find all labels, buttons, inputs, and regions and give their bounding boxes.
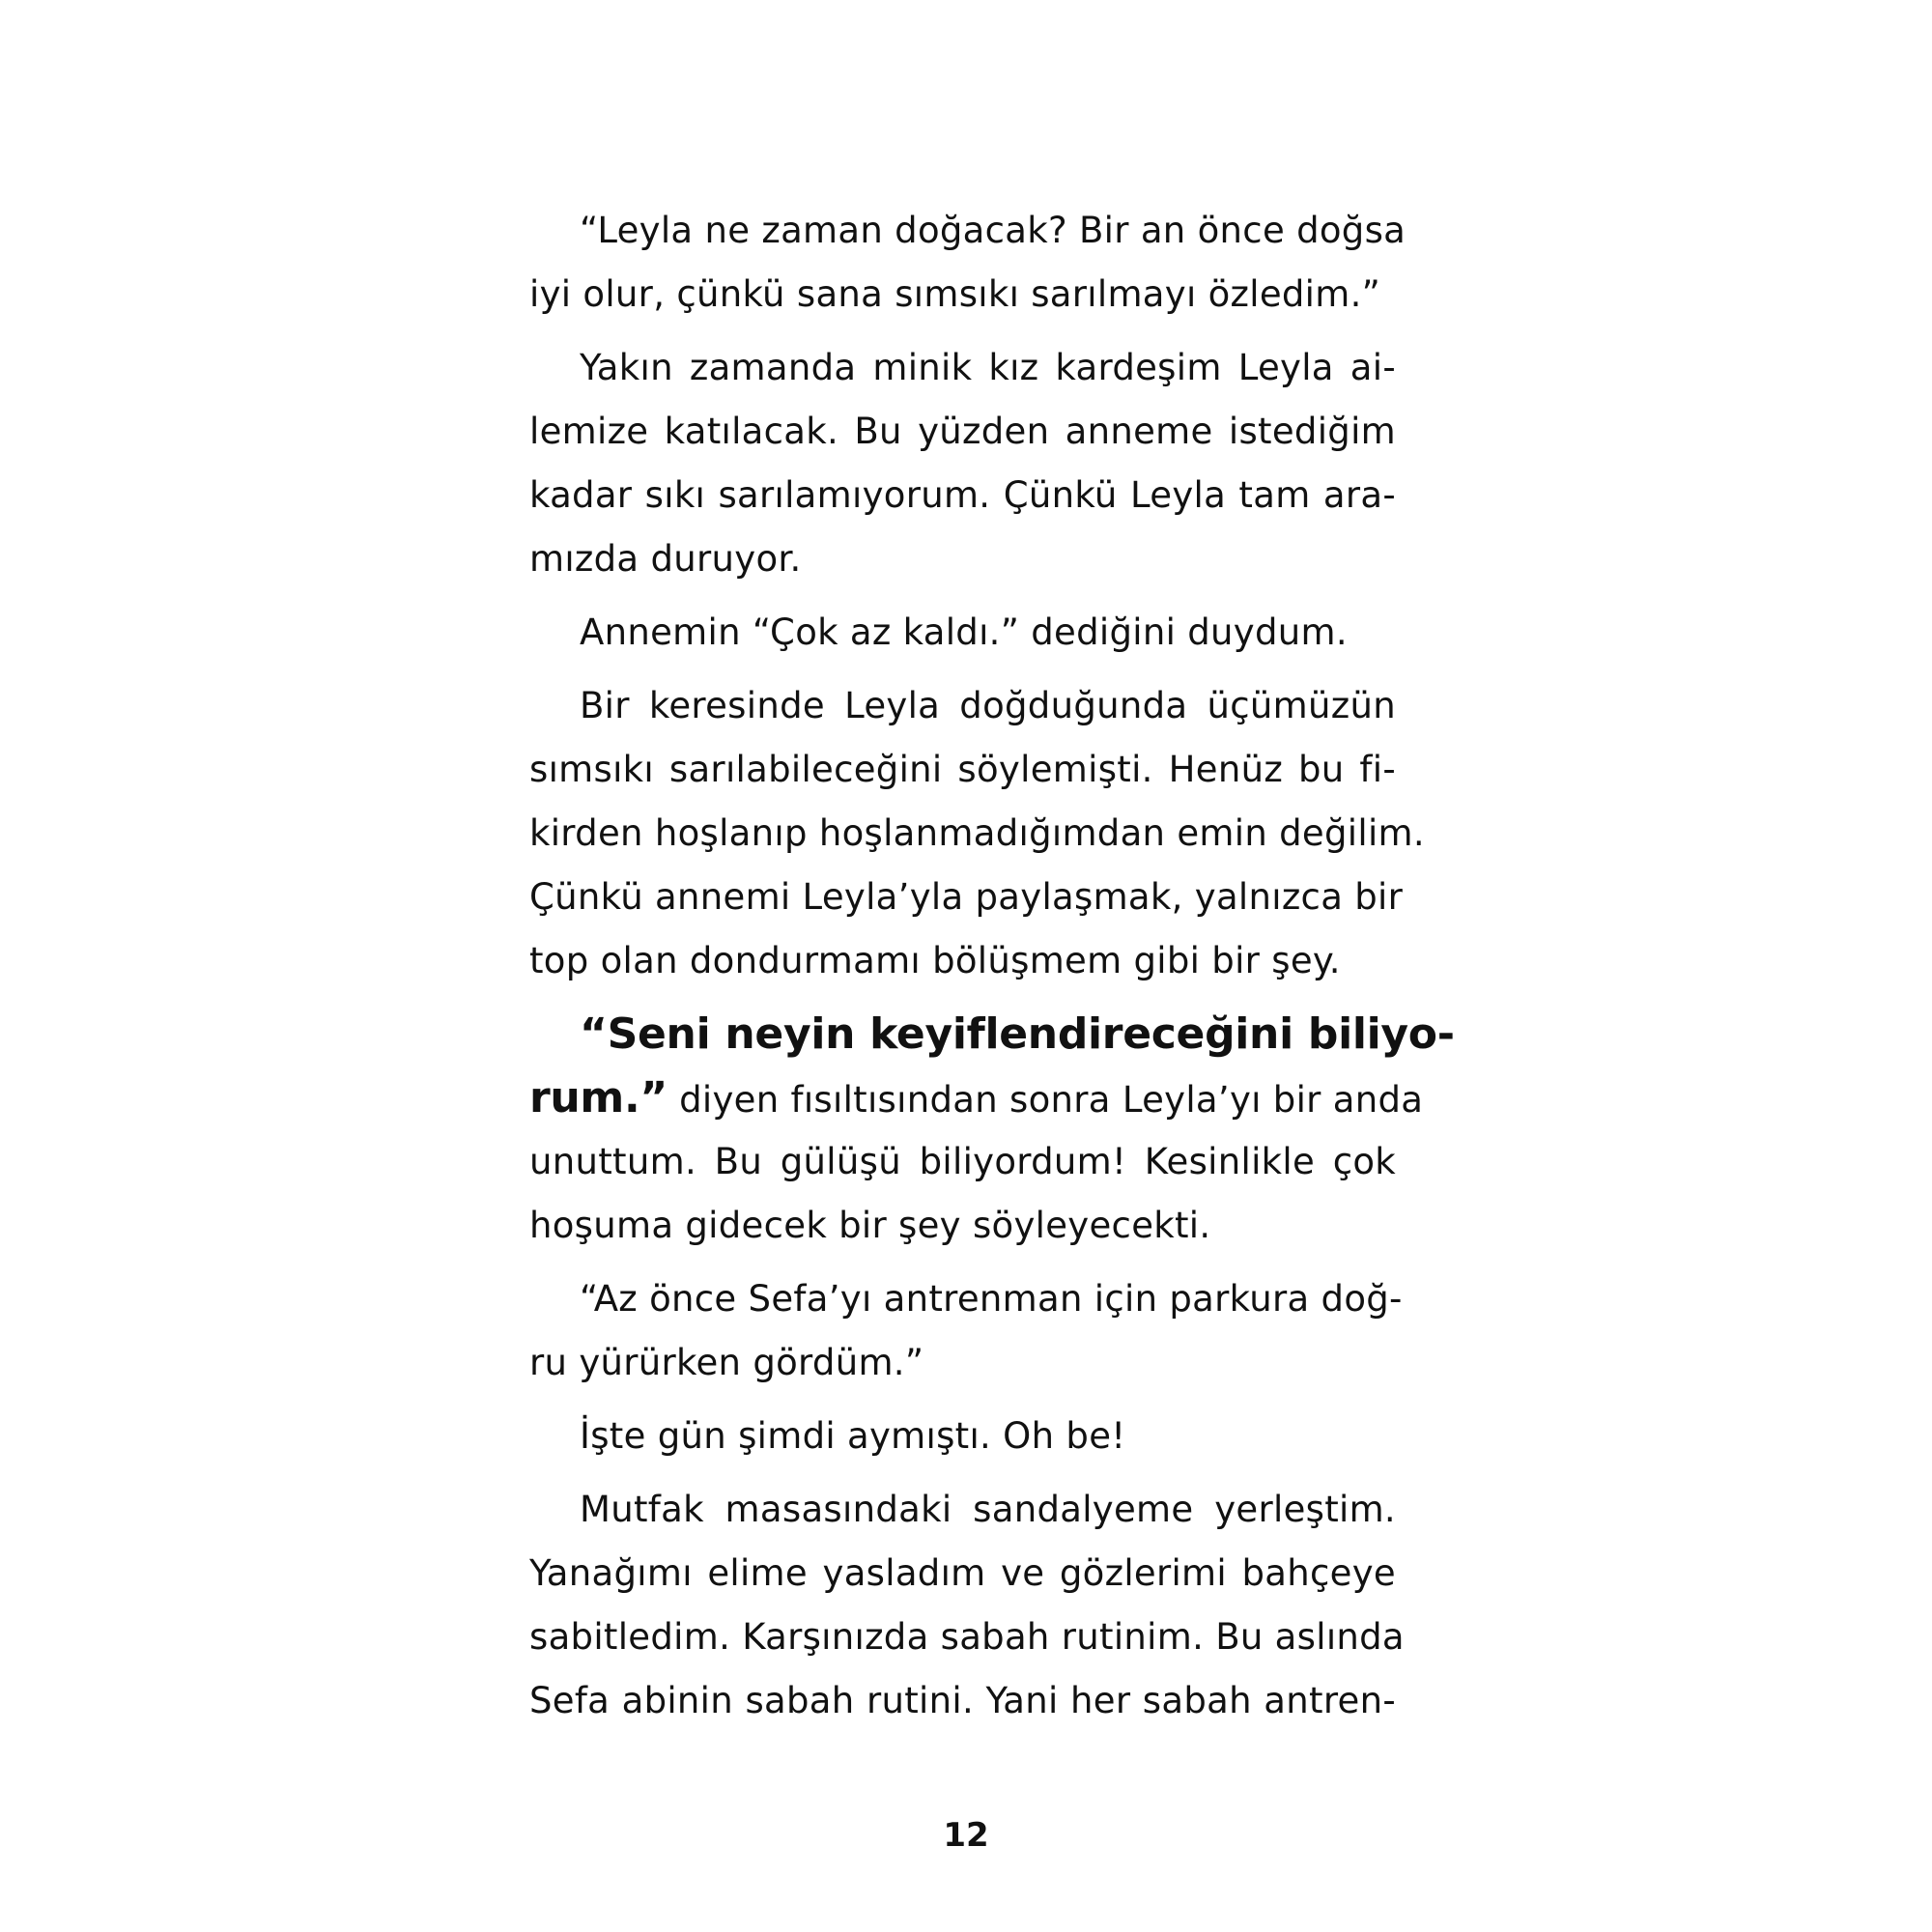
bold-quote: rum.” (529, 1073, 668, 1122)
text-line: hoşuma gidecek bir şey söyleyecekti. (529, 1205, 1211, 1246)
text-line: iyi olur, çünkü sana sımsıkı sarılmayı özledim.” (529, 273, 1381, 315)
text-line: İşte gün şimdi aymıştı. Oh be! (580, 1415, 1126, 1457)
text-line: “Leyla ne zaman doğacak? Bir an önce doğsa (580, 210, 1406, 251)
page-number: 12 (943, 1816, 989, 1855)
text-line: Annemin “Çok az kaldı.” dediğini duydum. (580, 611, 1348, 653)
text-line: Bir keresinde Leyla doğduğunda üçümüzün (580, 685, 1396, 726)
text-line: unuttum. Bu gülüşü biliyordum! Kesinlikle çok (529, 1141, 1396, 1182)
text-line: lemize katılacak. Bu yüzden anneme istediğim (529, 411, 1396, 452)
text-line: Çünkü annemi Leyla’yla paylaşmak, yalnızca bir (529, 876, 1404, 918)
text-line (529, 1066, 1424, 1130)
text-line: top olan dondurmamı bölüşmem gibi bir şey. (529, 940, 1341, 981)
text-span: diyen fısıltısından sonra Leyla’yı bir anda (668, 1079, 1424, 1121)
text-line: mızda duruyor. (529, 538, 802, 580)
text-line: ru yürürken gördüm.” (529, 1342, 924, 1383)
text-line: sımsıkı sarılabileceğini söylemişti. Henüz bu fi- (529, 749, 1396, 790)
text-line: Yakın zamanda minik kız kardeşim Leyla ai- (580, 347, 1396, 388)
text-line: Sefa abinin sabah rutini. Yani her sabah antren- (529, 1680, 1396, 1721)
text-line: “Az önce Sefa’yı antrenman için parkura doğ- (580, 1278, 1403, 1320)
bold-quote: “Seni neyin keyiflendireceğini biliyo- (580, 1009, 1455, 1059)
text-line: sabitledim. Karşınızda sabah rutinim. Bu aslında (529, 1616, 1405, 1658)
text-line: Yanağımı elime yasladım ve gözlerimi bahçeye (529, 1552, 1396, 1594)
text-line: Mutfak masasındaki sandalyeme yerleştim. (580, 1489, 1396, 1530)
text-line: kirden hoşlanıp hoşlanmadığımdan emin değilim. (529, 812, 1425, 854)
text-line (529, 1003, 1455, 1066)
text-line: kadar sıkı sarılamıyorum. Çünkü Leyla tam ara- (529, 474, 1396, 516)
body-text (529, 199, 1455, 1733)
